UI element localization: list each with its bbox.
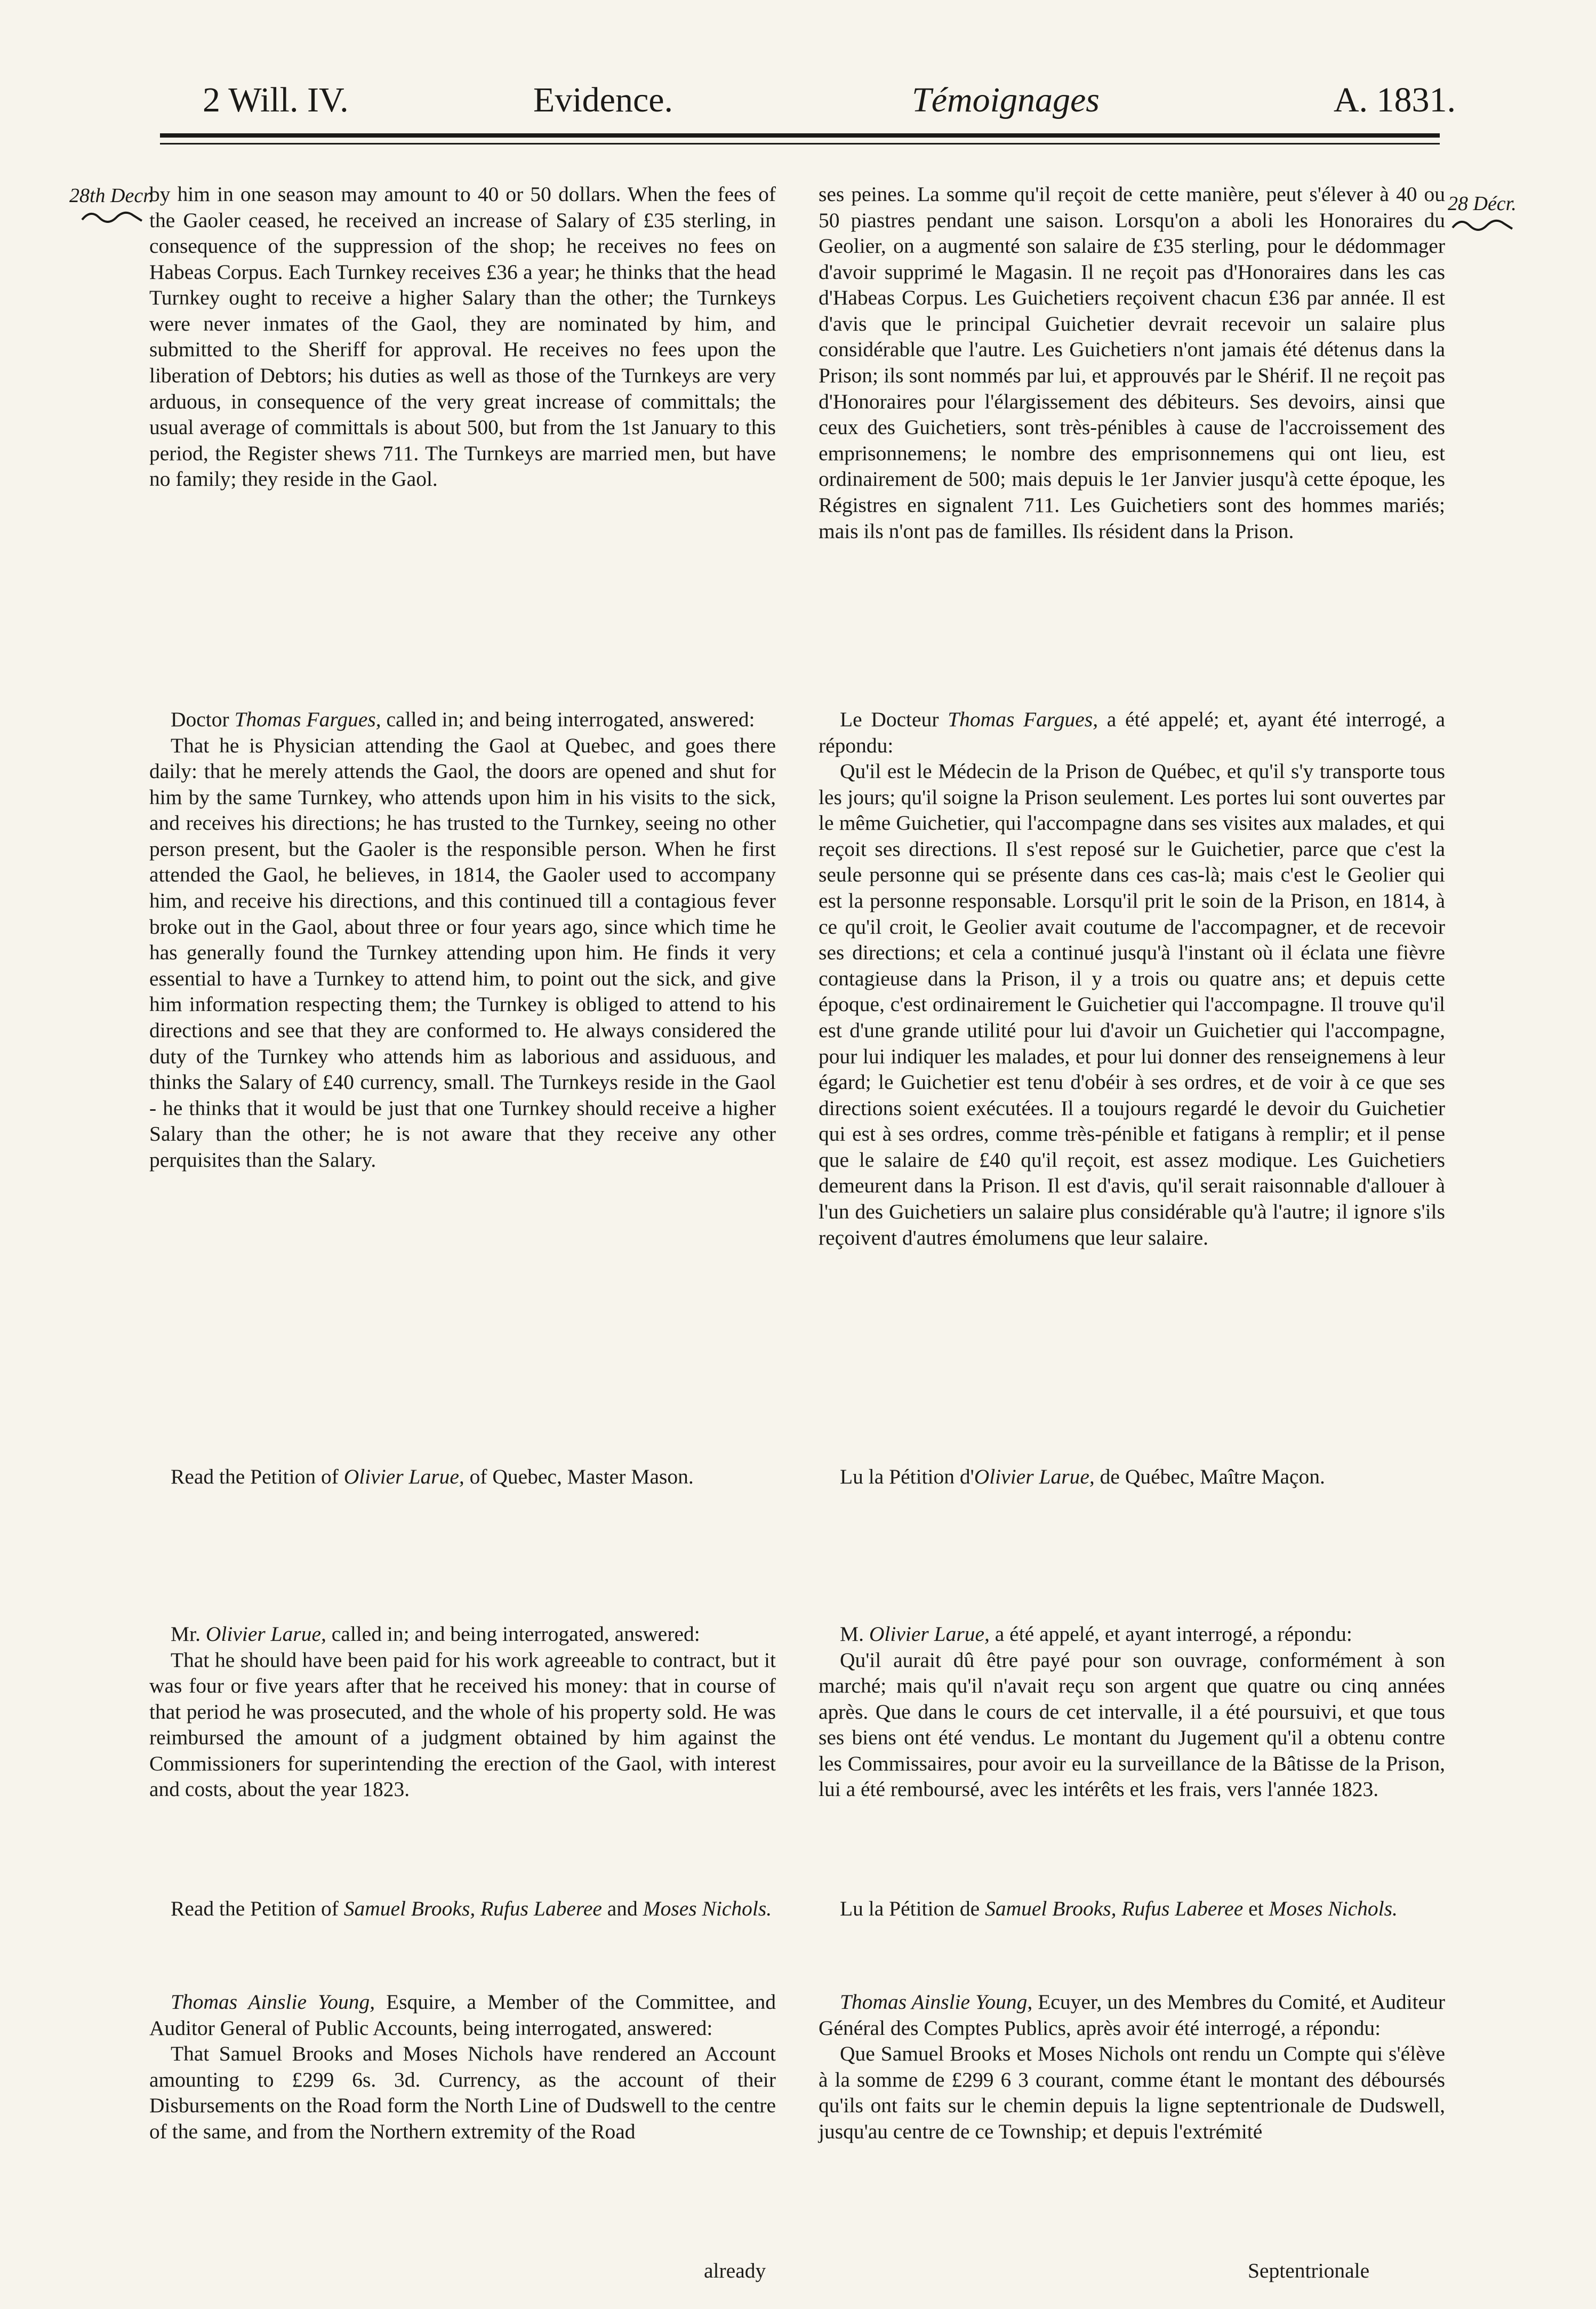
petition-text: et bbox=[1243, 1897, 1269, 1920]
french-sheriff-testimony bbox=[819, 181, 1445, 544]
french-fargues-intro bbox=[819, 707, 1445, 758]
english-larue-petition bbox=[149, 1464, 776, 1490]
french-young-testimony bbox=[819, 1989, 1445, 2144]
french-larue-answer: Qu'il aurait dû être payé pour son ouvrage, conformément à son marché; mais qu'il n'avait reçu son argent que quatre ou cinq années après. Que dans le cours de cet intervalle, il a été poursuivi, et que tous ses biens ont été vendus. Le montant du Jugement qu'il a obtenu contre les Commissaires, pour avoir eu la surveillance de la Bâtisse de la Prison, lui a été remboursé, avec les intérêts et les frais, vers l'année 1823. bbox=[819, 1648, 1445, 1801]
header-rule-thick bbox=[160, 133, 1440, 138]
english-fargues-answer: That he is Physician attending the Gaol at Quebec, and goes there daily: that he merely attends the Gaol, the doors are opened and shut for him by the same Turnkey, who attends upon him in his visits to the sick, and receives his directions; he has trusted to the Turnkey, seeing no other person present, but the Gaoler is the responsible person. When he first attended the Gaol, he believes, in 1814, the Gaoler used to accompany him, and receive his directions, and this continued till a contagious fever broke out in the Gaol, about three or four years ago, since which time he has generally found the Turnkey attending upon him. He finds it very essential to have a Turnkey to attend him, to point out the sick, and give him information respecting them; the Turnkey is obliged to attend to his directions and see that they are conformed to. He always considered the duty of the Turnkey who attends him as laborious and assiduous, and thinks the Salary of £40 currency, small. The Turnkeys reside in the Gaol - he thinks that it would be just that one Turnkey should receive a higher Salary than the other; he is not aware that they receive any other perquisites than the Salary. bbox=[149, 733, 776, 1172]
intro-text: a été appelé, et ayant interrogé, a répondu: bbox=[989, 1622, 1352, 1646]
petitioner-name: Olivier Larue, bbox=[343, 1465, 464, 1488]
english-fargues-intro bbox=[149, 707, 776, 733]
french-larue-petition-line bbox=[819, 1464, 1445, 1490]
english-larue-answer: That he should have been paid for his work agreeable to contract, but it was four or five years after that he received his money: that in course of that period he was prosecuted, and the whole of his property sold. He was reimbursed the amount of a judgment obtained by him against the Commissioners for superintending the erection of the Gaol, with interest and costs, about the year 1823. bbox=[149, 1648, 776, 1801]
witness-name: Thomas Fargues, bbox=[948, 708, 1098, 731]
petition-text: of Quebec, Master Mason. bbox=[464, 1465, 694, 1488]
english-young-intro bbox=[149, 1989, 776, 2041]
witness-name: Olivier Larue, bbox=[205, 1622, 326, 1646]
intro-text: Esquire, a Member of the Committee, and Auditor General of Public Accounts, being interrogated, answered: bbox=[149, 1990, 776, 2040]
english-larue-testimony bbox=[149, 1621, 776, 1802]
english-larue-petition-line bbox=[149, 1464, 776, 1490]
french-brooks-petition bbox=[819, 1896, 1445, 1922]
header-evidence: Evidence. bbox=[533, 81, 673, 119]
petition-text: Lu la Pétition d' bbox=[840, 1465, 974, 1488]
french-larue-petition bbox=[819, 1464, 1445, 1490]
english-sheriff-testimony bbox=[149, 181, 776, 492]
french-fargues-testimony bbox=[819, 707, 1445, 1250]
english-testimony-end: by him in one season may amount to 40 or 50 dollars. When the fees of the Gaoler ceased, he received an increase of Salary of £35 sterling, in consequence of the suppression of the shop; he receives no fees on Habeas Corpus. Each Turnkey receives £36 a year; he thinks that the head Turnkey ought to receive a higher Salary than the other; the Turnkeys were never inmates of the Gaol, they are nominated by him, and submitted to the Sheriff for approval. He receives no fees upon the liberation of Debtors; his duties as well as those of the Turnkeys are very arduous, in consequence of the very great increase of committals; the usual average of committals is about 500, but from the 1st January to this period, the Register shews 711. The Turnkeys are married men, but have no family; they reside in the Gaol. bbox=[149, 182, 776, 491]
petitioner-name: Moses Nichols. bbox=[1269, 1897, 1398, 1920]
intro-text: M. bbox=[840, 1622, 869, 1646]
petitioner-name: Moses Nichols. bbox=[643, 1897, 772, 1920]
intro-text: Le Docteur bbox=[840, 708, 948, 731]
intro-text: called in; and being interrogated, answered: bbox=[381, 708, 755, 731]
english-fargues-testimony bbox=[149, 707, 776, 1173]
french-catchword: Septentrionale bbox=[1248, 2259, 1370, 2282]
english-catchword: already bbox=[704, 2259, 766, 2282]
english-young-testimony bbox=[149, 1989, 776, 2144]
intro-text: called in; and being interrogated, answered: bbox=[326, 1622, 700, 1646]
margin-date-left: 28th Decr. bbox=[69, 185, 154, 207]
petition-text: and bbox=[601, 1897, 643, 1920]
header-regnal-year: 2 Will. IV. bbox=[203, 81, 349, 119]
french-brooks-petition-line bbox=[819, 1896, 1445, 1922]
header-temoignages: Témoignages bbox=[912, 81, 1100, 119]
witness-name: Olivier Larue, bbox=[869, 1622, 990, 1646]
french-young-answer: Que Samuel Brooks et Moses Nichols ont rendu un Compte qui s'élève à la somme de £299 6 3 courant, comme étant le montant des déboursés qu'ils ont faits sur le chemin depuis la ligne septentrionale de Dudswell, jusqu'au centre de ce Township; et depuis l'extrémité bbox=[819, 2042, 1445, 2143]
petitioner-name: Olivier Larue, bbox=[974, 1465, 1095, 1488]
witness-name: Thomas Fargues, bbox=[234, 708, 381, 731]
petition-text: Read the Petition of bbox=[171, 1465, 344, 1488]
margin-flourish-left-icon bbox=[80, 208, 144, 226]
french-larue-intro bbox=[819, 1621, 1445, 1647]
witness-name: Thomas Ainslie Young, bbox=[840, 1990, 1033, 2014]
english-young-answer: That Samuel Brooks and Moses Nichols have rendered an Account amounting to £299 6s. 3d. Currency, as the account of their Disbursements on the Road form the North Line of Dudswell to the centre of the same, and from the Northern extremity of the Road bbox=[149, 2042, 776, 2143]
petition-text: Lu la Pétition de bbox=[840, 1897, 985, 1920]
margin-date-right: 28 Décr. bbox=[1448, 193, 1517, 215]
header-year: A. 1831. bbox=[1333, 81, 1456, 119]
intro-text: a été appelé; et, ayant été interrogé, a répondu: bbox=[819, 708, 1445, 757]
english-brooks-petition-line bbox=[149, 1896, 776, 1922]
french-young-intro bbox=[819, 1989, 1445, 2041]
petitioner-names: Samuel Brooks, Rufus Laberee bbox=[343, 1897, 602, 1920]
running-header bbox=[203, 80, 1456, 128]
header-rule-thin bbox=[160, 143, 1440, 145]
french-testimony-end: ses peines. La somme qu'il reçoit de cette manière, peut s'élever à 40 ou 50 piastres pendant une saison. Lorsqu'on a aboli les Honoraires du Geolier, on a augmenté son salaire de £35 sterling, pour le dédommager d'avoir supprimé le Magasin. Il ne reçoit pas d'Honoraires dans les cas d'Habeas Corpus. Les Guichetiers reçoivent chacun £36 par année. Il est d'avis que le principal Guichetier devrait recevoir un salaire plus considérable que l'autre. Les Guichetiers n'ont jamais été détenus dans la Prison; ils sont nommés par lui, et approuvés par le Shérif. Il ne reçoit pas d'Honoraires pour l'élargissement des débiteurs. Ses devoirs, ainsi que ceux des Guichetiers, sont très-pénibles à cause de l'accroissement des emprisonnemens; le nombre des emprisonnemens qui ont lieu, est ordinairement de 500; mais depuis le 1er Janvier jusqu'à cette époque, les Régistres en signalent 711. Les Guichetiers sont des hommes mariés; mais ils n'ont pas de familles. Ils résident dans la Prison. bbox=[819, 182, 1445, 543]
intro-text: Doctor bbox=[171, 708, 235, 731]
petitioner-names: Samuel Brooks, Rufus Laberee bbox=[985, 1897, 1244, 1920]
witness-name: Thomas Ainslie Young, bbox=[171, 1990, 375, 2014]
english-brooks-petition bbox=[149, 1896, 776, 1922]
petition-text: de Québec, Maître Maçon. bbox=[1094, 1465, 1325, 1488]
french-larue-testimony bbox=[819, 1621, 1445, 1802]
english-larue-intro bbox=[149, 1621, 776, 1647]
margin-flourish-right-icon bbox=[1450, 216, 1514, 234]
petition-text: Read the Petition of bbox=[171, 1897, 344, 1920]
intro-text: Mr. bbox=[171, 1622, 206, 1646]
intro-text: Ecuyer, un des Membres du Comité, et Auditeur Général des Comptes Publics, après avoir été interrogé, a répondu: bbox=[819, 1990, 1445, 2040]
french-fargues-answer: Qu'il est le Médecin de la Prison de Québec, et qu'il s'y transporte tous les jours; qu'il soigne la Prison seulement. Les portes lui sont ouvertes par le même Guichetier, qui l'accompagne dans ses visites aux malades, et qui reçoit ses directions. Il s'est reposé sur le Guichetier, parce que c'est la seule personne qui se présente dans ces cas-là; mais c'est le Geolier qui est la personne responsable. Lorsqu'il prit le soin de la Prison, en 1814, à ce qu'il croit, le Geolier avait coutume de l'accompagner, et de recevoir ses directions; et cela a continué jusqu'à l'instant où il éclata une fièvre contagieuse dans la Prison, il y a trois ou quatre ans; et depuis cette époque, c'est ordinairement le Guichetier qui l'accompagne. Il trouve qu'il est d'une grande utilité pour lui d'avoir un Guichetier qui l'accompagne, pour lui indiquer les malades, et pour lui donner des renseignemens à leur égard; le Guichetier est tenu d'obéir à ses ordres, et de voir à ce que ses directions soient exécutées. Il a toujours regardé le devoir du Guichetier qui est à ses ordres, comme très-pénible et fatigans à remplir; et il pense que le salaire de £40 qu'il reçoit, est assez modique. Les Guichetiers demeurent dans la Prison. Il est d'avis, qu'il serait raisonnable d'allouer à l'un des Guichetiers un salaire plus considérable qu'à l'autre; il ignore s'ils reçoivent d'autres émolumens que leur salaire. bbox=[819, 759, 1445, 1249]
